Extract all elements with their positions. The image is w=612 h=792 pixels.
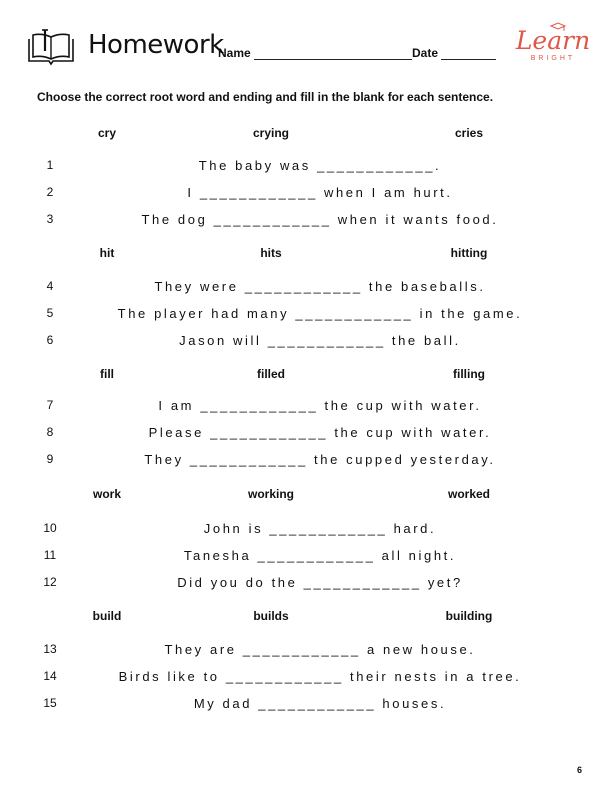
worksheet-header [0,0,612,80]
word-option: filled [256,367,286,381]
item-number: 15 [43,696,57,710]
word-bank [0,246,612,262]
word-option: filling [453,367,485,381]
open-book-icon [26,27,76,67]
word-option: builds [253,609,289,623]
word-option: cry [97,126,117,140]
word-bank [0,487,612,503]
word-bank [0,367,612,383]
logo-subtitle: BRIGHT [530,55,576,62]
sentence-row [0,212,612,230]
item-number: 7 [46,398,54,412]
item-number: 14 [43,669,57,683]
item-number: 5 [46,306,54,320]
item-number: 4 [46,279,54,293]
sentence-row [0,575,612,593]
sentence-text[interactable]: Did you do the ____________ yet? [177,575,463,590]
sentence-row [0,696,612,714]
word-option: building [445,609,493,623]
sentence-row [0,521,612,539]
sentence-text[interactable]: The dog ____________ when it wants food. [141,212,499,227]
item-number: 1 [46,158,54,172]
learn-bright-logo [514,28,592,72]
sentence-text[interactable]: I ____________ when I am hurt. [187,185,453,200]
sentence-row [0,333,612,351]
sentence-text[interactable]: Jason will ____________ the ball. [179,333,461,348]
sentence-text[interactable]: They were ____________ the baseballs. [154,279,486,294]
item-number: 10 [43,521,57,535]
sentence-text[interactable]: They ____________ the cupped yesterday. [144,452,496,467]
sentence-row [0,669,612,687]
name-blank[interactable] [254,48,412,60]
sentence-text[interactable]: They are ____________ a new house. [164,642,476,657]
sentence-row [0,398,612,416]
word-option: hits [260,246,282,260]
sentence-row [0,642,612,660]
instructions: Choose the correct root word and ending and fill in the blank for each sentence. [37,90,494,104]
sentence-text[interactable]: The player had many ____________ in the game. [117,306,523,321]
sentence-row [0,425,612,443]
sentence-row [0,548,612,566]
word-option: crying [252,126,290,140]
sentence-row [0,158,612,176]
name-field [218,46,412,60]
sentence-row [0,279,612,297]
item-number: 12 [43,575,57,589]
sentence-text[interactable]: Birds like to ____________ their nests in a tree. [118,669,522,684]
item-number: 8 [46,425,54,439]
item-number: 3 [46,212,54,226]
sentence-text[interactable]: Tanesha ____________ all night. [183,548,457,563]
word-option: work [92,487,122,501]
word-bank [0,126,612,142]
graduation-cap-icon [550,22,566,32]
sentence-row [0,306,612,324]
word-option: hitting [450,246,488,260]
word-bank [0,609,612,625]
date-field [412,46,496,60]
page-title: Homework [88,30,224,60]
word-option: build [92,609,122,623]
word-option: working [247,487,295,501]
item-number: 13 [43,642,57,656]
sentence-row [0,452,612,470]
sentence-text[interactable]: Please ____________ the cup with water. [148,425,492,440]
page-number: 6 [577,765,583,775]
logo-wordmark: Learn [515,26,591,55]
name-label: Name [218,46,251,60]
word-option: cries [454,126,484,140]
item-number: 11 [43,548,57,562]
word-option: hit [99,246,115,260]
sentence-text[interactable]: My dad ____________ houses. [193,696,447,711]
item-number: 9 [46,452,54,466]
sentence-text[interactable]: John is ____________ hard. [203,521,437,536]
sentence-text[interactable]: I am ____________ the cup with water. [158,398,482,413]
item-number: 2 [46,185,54,199]
date-blank[interactable] [441,48,496,60]
sentence-row [0,185,612,203]
date-label: Date [412,46,439,60]
word-option: fill [100,367,114,381]
item-number: 6 [46,333,54,347]
word-option: worked [447,487,491,501]
sentence-text[interactable]: The baby was ____________. [198,158,442,173]
